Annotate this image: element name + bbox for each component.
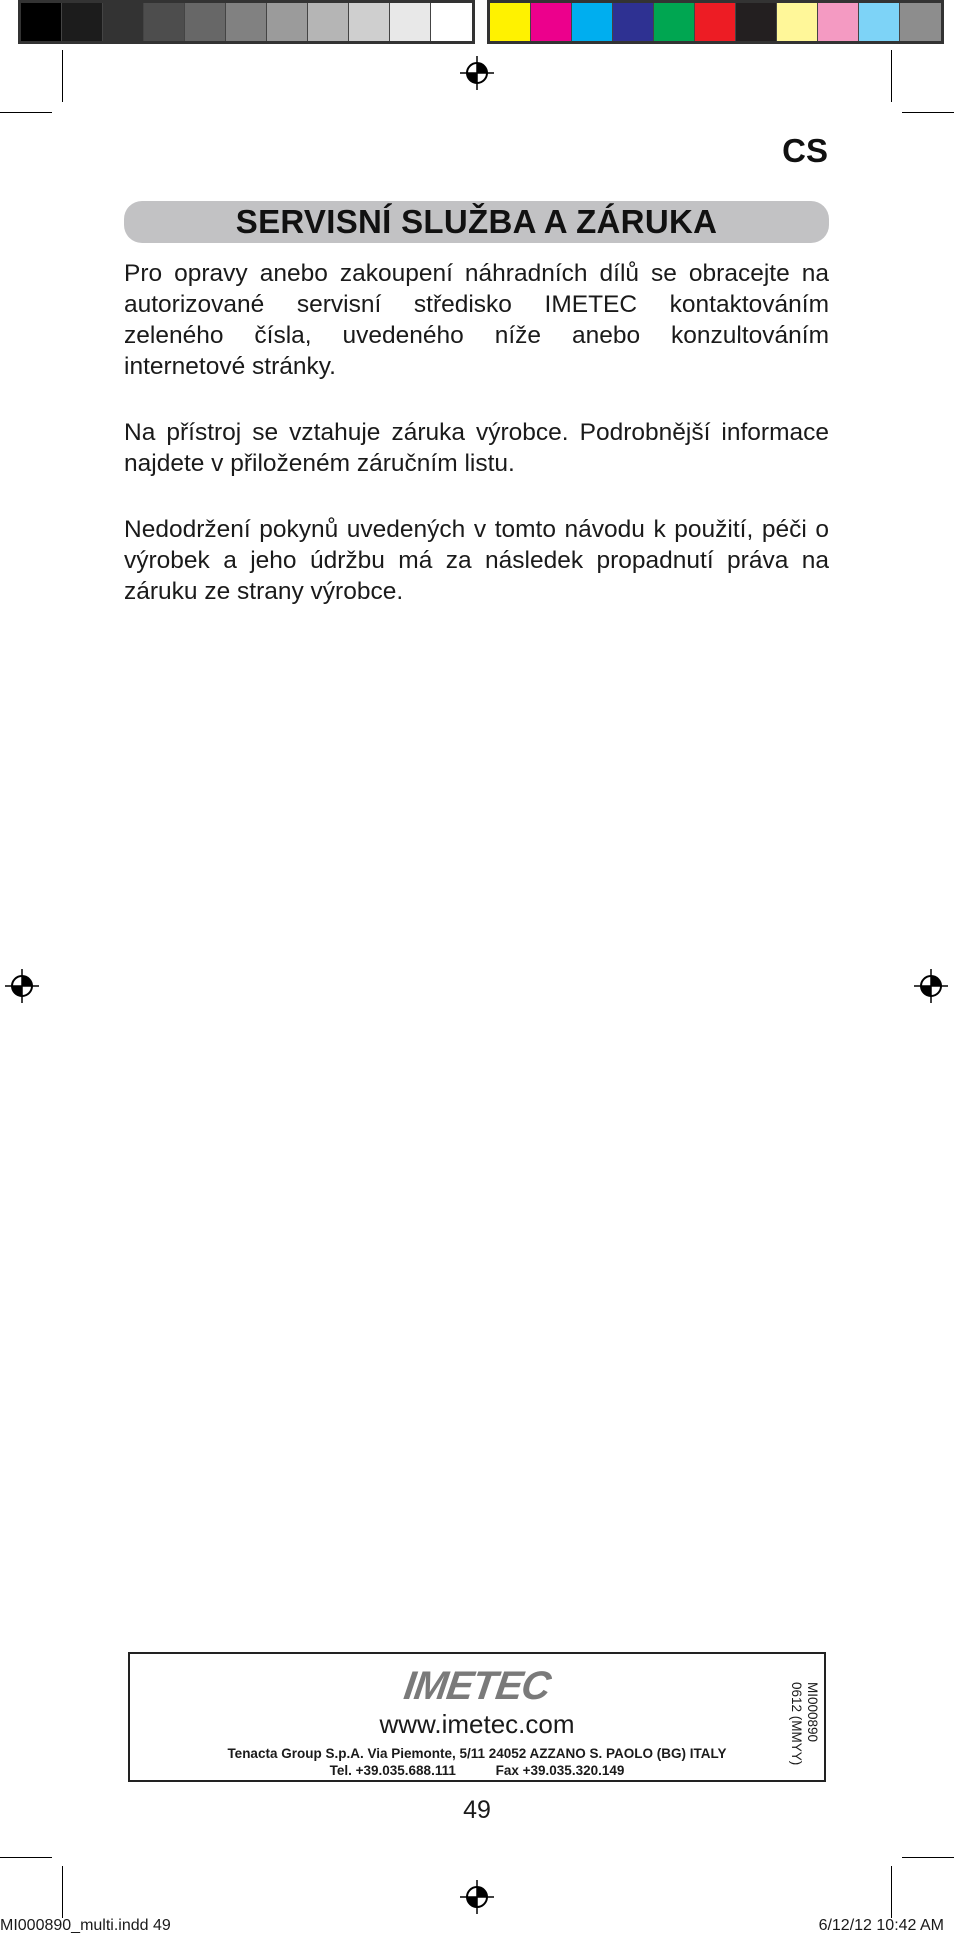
gray-swatch [349,3,390,41]
color-swatch [613,3,654,41]
section-title: SERVISNÍ SLUŽBA A ZÁRUKA [235,203,718,240]
color-swatch [490,3,531,41]
gray-swatch [62,3,103,41]
paragraph-warranty: Na přístroj se vztahuje záruka výrobce. Podrobnější informace najdete v přiloženém záručním listu. [124,419,829,477]
fax-number: Fax +39.035.320.149 [495,1763,625,1778]
paragraph-warranty-void: Nedodržení pokynů uvedených v tomto návodu k použití, péči o výrobek a jeho údržbu má za následek propadnutí práva na záruku ze strany výrobce. [124,516,829,605]
gray-swatch [431,3,472,41]
crop-mark-bottom-left-vertical [62,1866,63,1918]
company-address: Tenacta Group S.p.A. Via Piemonte, 5/11 24052 AZZANO S. PAOLO (BG) ITALY [227,1746,727,1761]
color-swatch [654,3,695,41]
language-code: CS [782,132,828,169]
date-code: 0612 (MMYY) [789,1682,804,1766]
slug-timestamp: 6/12/12 10:42 AM [818,1917,944,1934]
gray-swatch [144,3,185,41]
gray-swatch [308,3,349,41]
color-swatch [572,3,613,41]
color-swatch [818,3,859,41]
crop-mark-bottom-right-horizontal [902,1857,954,1858]
telephone-number: Tel. +39.035.688.111 [329,1763,456,1778]
registration-mark-icon [460,1880,494,1914]
gray-swatch [390,3,431,41]
color-swatch [736,3,777,41]
paragraph-service: Pro opravy anebo zakoupení náhradních dílů se obracejte na autorizované servisní středisko IMETEC kontaktováním zeleného čísla, uvedeného níže anebo konzultováním internetové stránky. [124,260,829,380]
crop-mark-top-right-horizontal [902,112,954,113]
color-swatches [487,0,944,44]
crop-mark-bottom-left-horizontal [0,1857,52,1858]
section-body [124,258,829,642]
grayscale-swatches [18,0,475,44]
crop-mark-bottom-right-vertical [891,1866,892,1918]
section-title-banner [124,201,829,243]
registration-mark-icon [5,969,39,1003]
color-swatch [900,3,941,41]
company-contacts [130,1763,824,1778]
gray-swatch [21,3,62,41]
crop-mark-top-left-horizontal [0,112,52,113]
document-code [788,1682,820,1765]
color-swatch [531,3,572,41]
color-swatch [695,3,736,41]
crop-mark-top-right-vertical [891,50,892,102]
crop-mark-top-left-vertical [62,50,63,102]
color-calibration-bar [18,0,944,44]
color-swatch [777,3,818,41]
gray-swatch [185,3,226,41]
registration-mark-icon [460,56,494,90]
page-number: 49 [463,1796,491,1824]
website-link[interactable]: www.imetec.com [379,1709,575,1739]
imetec-logo: IMETEC [401,1664,553,1708]
color-swatch [859,3,900,41]
gray-swatch [103,3,144,41]
company-footer-box [128,1652,826,1782]
registration-mark-icon [914,969,948,1003]
slug-filename: MI000890_multi.indd 49 [0,1917,171,1934]
document-id: MI000890 [805,1682,820,1743]
gray-swatch [226,3,267,41]
gray-swatch [267,3,308,41]
